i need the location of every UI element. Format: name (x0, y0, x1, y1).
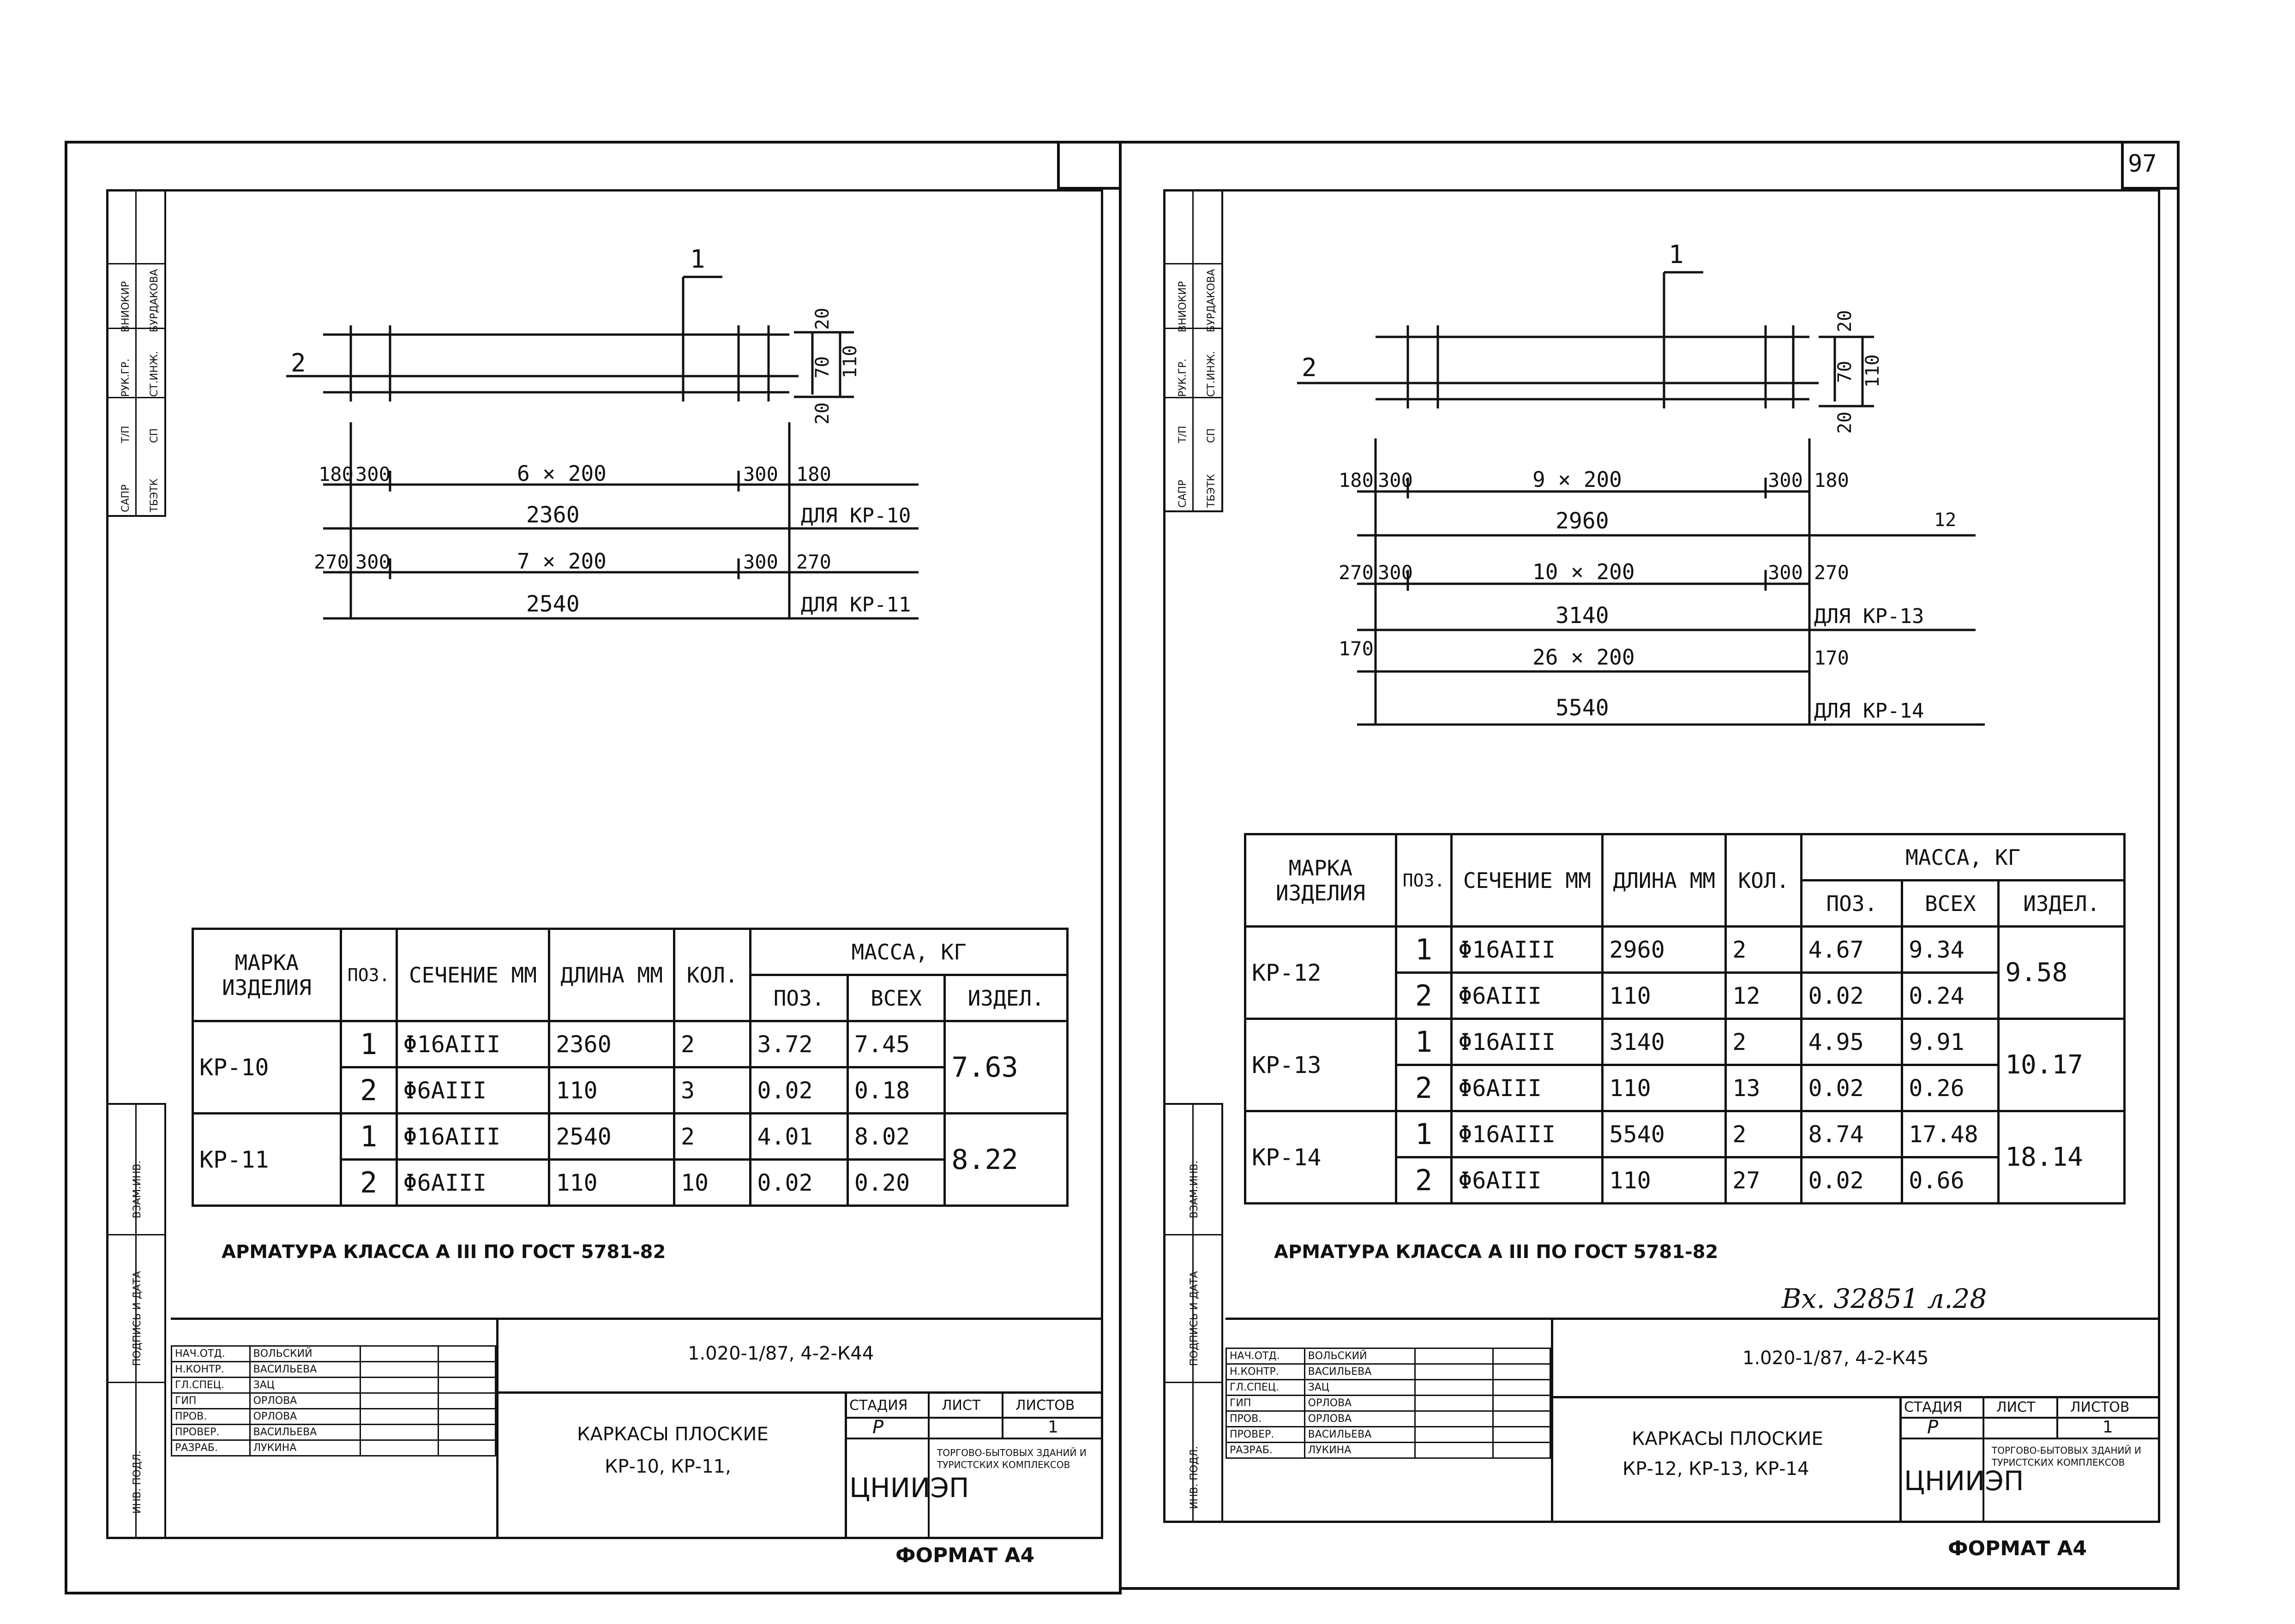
organization-subtitle: ТОРГОВО-БЫТОВЫХ ЗДАНИЙ И ТУРИСТСКИХ КОМПЛЕКСОВ (1992, 1445, 2141, 1468)
mass-pos: 0.02 (1802, 973, 1902, 1019)
person-name: ОРЛОВА (250, 1393, 360, 1409)
dim-first: 300 (355, 551, 391, 573)
role-label: РАЗРАБ. (1226, 1443, 1305, 1458)
item-mass: 10.17 (1999, 1019, 2125, 1111)
dim-last: 300 (1768, 469, 1803, 491)
person-name: ВОЛЬСКИЙ (250, 1346, 360, 1362)
header-mass-pos: ПОЗ. (751, 975, 847, 1021)
length: 2540 (549, 1114, 674, 1160)
length: 2960 (1603, 927, 1726, 973)
sheets-value: 1 (1048, 1418, 1058, 1437)
title-block-left (171, 1318, 1101, 1537)
item-mass: 9.58 (1999, 927, 2125, 1019)
signature-cell (360, 1425, 438, 1440)
mass-all: 8.02 (847, 1114, 944, 1160)
length: 3140 (1603, 1019, 1726, 1065)
document-code: 1.020-1/87, 4-2-К45 (1742, 1348, 1929, 1369)
signature-cell (1415, 1411, 1493, 1427)
pos-number: 2 (341, 1160, 397, 1206)
side-label: ИНВ. ПОДЛ. (1189, 1446, 1200, 1509)
dim-note: ДЛЯ КР-14 (1814, 699, 1924, 723)
qty: 13 (1726, 1065, 1802, 1111)
sheets-header: ЛИСТОВ (1015, 1397, 1075, 1414)
signature-cell (360, 1346, 438, 1362)
role-label: ПРОВ. (172, 1409, 250, 1425)
date-cell (438, 1425, 495, 1440)
signature-cell (1415, 1427, 1493, 1443)
date-cell (1493, 1427, 1550, 1443)
date-cell (1493, 1396, 1550, 1411)
dim-last: 300 (743, 463, 778, 485)
date-cell (1493, 1443, 1550, 1458)
date-cell (1493, 1348, 1550, 1364)
person-name: ВАСИЛЬЕВА (250, 1362, 360, 1378)
date-cell (1493, 1411, 1550, 1427)
people-table (171, 1345, 496, 1456)
mass-pos: 4.95 (1802, 1019, 1902, 1065)
organization: ЦНИИЭП (849, 1472, 969, 1504)
dim-first: 300 (355, 463, 391, 485)
side-label: СП (1206, 428, 1217, 443)
length: 110 (549, 1160, 674, 1206)
dim-total: 2960 (1556, 508, 1609, 534)
role-label: НАЧ.ОТД. (1226, 1348, 1305, 1364)
side-label: ВНИОКИР (1177, 281, 1189, 332)
date-cell (438, 1409, 495, 1425)
mass-all: 0.20 (847, 1160, 944, 1206)
item-mass: 18.14 (1999, 1111, 2125, 1204)
top-tab-divider (1057, 141, 1060, 189)
mass-all: 0.26 (1902, 1065, 1999, 1111)
dim-middle: 7 × 200 (517, 549, 607, 574)
sheets-value: 1 (2103, 1418, 2113, 1437)
qty: 12 (1726, 973, 1802, 1019)
dim-left: 180 (1339, 469, 1374, 491)
qty: 2 (674, 1114, 750, 1160)
dim-right: 180 (796, 463, 831, 485)
item-mass: 7.63 (945, 1021, 1068, 1114)
signature-cell (1415, 1396, 1493, 1411)
dim-vertical: 70 (812, 356, 833, 378)
mass-all: 17.48 (1902, 1111, 1999, 1157)
drawing-title: КАРКАСЫ ПЛОСКИЕ (577, 1424, 769, 1445)
dim-right: 170 (1814, 647, 1849, 669)
spec-table-left (192, 928, 1069, 1207)
qty: 3 (674, 1067, 750, 1114)
person-name: ВАСИЛЬЕВА (1304, 1364, 1415, 1380)
role-label: ПРОВЕР. (1226, 1427, 1305, 1443)
section: Φ16AIII (397, 1114, 549, 1160)
pos-number: 1 (341, 1021, 397, 1067)
role-label: Н.КОНТР. (1226, 1364, 1305, 1380)
side-label: ПОДПИСЬ И ДАТА (132, 1271, 143, 1366)
date-cell (1493, 1364, 1550, 1380)
role-label: ГЛ.СПЕЦ. (1226, 1380, 1305, 1396)
callout-1: 1 (690, 245, 705, 274)
reinforcement-note: АРМАТУРА КЛАССА А III ПО ГОСТ 5781-82 (1274, 1241, 1718, 1263)
role-label: ГИП (1226, 1396, 1305, 1411)
callout-2: 2 (1302, 353, 1317, 382)
signature-cell (360, 1378, 438, 1393)
format-label: ФОРМАТ А4 (895, 1544, 1035, 1567)
person-name: ЛУКИНА (250, 1440, 360, 1456)
date-cell (438, 1393, 495, 1409)
mass-all: 0.66 (1902, 1157, 1999, 1204)
side-label: ВЗАМ.ИНВ. (132, 1160, 143, 1218)
header-section: СЕЧЕНИЕ ММ (1452, 834, 1603, 927)
header-mass: МАССА, КГ (751, 929, 1068, 975)
date-cell (438, 1378, 495, 1393)
mass-pos: 4.67 (1802, 927, 1902, 973)
header-mass-pos: ПОЗ. (1802, 881, 1902, 927)
person-name: ВАСИЛЬЕВА (250, 1425, 360, 1440)
side-mark: 12 (1934, 509, 1957, 531)
dim-middle: 9 × 200 (1532, 467, 1622, 492)
dim-middle: 10 × 200 (1532, 559, 1635, 584)
dim-total: 2360 (526, 502, 580, 528)
organization: ЦНИИЭП (1904, 1465, 2024, 1497)
mass-pos: 0.02 (1802, 1065, 1902, 1111)
length: 5540 (1603, 1111, 1726, 1157)
header-pos: ПОЗ. (341, 929, 397, 1021)
section: Φ6AIII (1452, 973, 1603, 1019)
callout-1: 1 (1669, 240, 1684, 269)
side-label: САПР (1177, 479, 1189, 508)
drawing-subtitle: КР-12, КР-13, КР-14 (1622, 1458, 1809, 1480)
mass-all: 7.45 (847, 1021, 944, 1067)
header-mass-item: ИЗДЕЛ. (945, 975, 1068, 1021)
mass-pos: 0.02 (1802, 1157, 1902, 1204)
dim-vertical: 20 (812, 307, 833, 330)
signature-cell (360, 1409, 438, 1425)
document-code: 1.020-1/87, 4-2-К44 (688, 1343, 874, 1364)
mass-all: 0.24 (1902, 973, 1999, 1019)
side-label: СП (149, 428, 160, 443)
person-name: ЗАЦ (250, 1378, 360, 1393)
header-mass-all: ВСЕХ (847, 975, 944, 1021)
item-mark: КР-10 (193, 1021, 341, 1114)
stage-value: Р (872, 1417, 884, 1438)
header-mass-item: ИЗДЕЛ. (1999, 881, 2125, 927)
dim-left: 180 (318, 463, 354, 485)
stage-header: СТАДИЯ (1904, 1399, 1963, 1415)
frame-drawing-left (258, 240, 960, 637)
role-label: ПРОВЕР. (172, 1425, 250, 1440)
item-mass: 8.22 (945, 1114, 1068, 1206)
side-label: Т/П (1177, 425, 1189, 443)
item-mark: КР-13 (1245, 1019, 1396, 1111)
signature-cell (360, 1393, 438, 1409)
item-mark: КР-12 (1245, 927, 1396, 1019)
person-name: ВОЛЬСКИЙ (1304, 1348, 1415, 1364)
length: 2360 (549, 1021, 674, 1067)
pos-number: 2 (1396, 1065, 1452, 1111)
signature-cell (1415, 1364, 1493, 1380)
spec-table-right (1244, 833, 2126, 1205)
role-label: ПРОВ. (1226, 1411, 1305, 1427)
dim-middle: 26 × 200 (1532, 645, 1635, 670)
qty: 2 (1726, 1111, 1802, 1157)
dim-middle: 6 × 200 (517, 461, 607, 486)
dim-right: 270 (796, 551, 831, 573)
header-qty: КОЛ. (1726, 834, 1802, 927)
format-label: ФОРМАТ А4 (1948, 1537, 2087, 1560)
section: Φ6AIII (397, 1067, 549, 1114)
signature-cell (1415, 1380, 1493, 1396)
header-mark: МАРКА ИЗДЕЛИЯ (1245, 834, 1396, 927)
dim-total: 3140 (1556, 603, 1609, 629)
sheet-header: ЛИСТ (1996, 1399, 2036, 1415)
organization-subtitle: ТОРГОВО-БЫТОВЫХ ЗДАНИЙ И ТУРИСТСКИХ КОМПЛЕКСОВ (937, 1447, 1087, 1470)
section: Φ6AIII (397, 1160, 549, 1206)
pos-number: 1 (341, 1114, 397, 1160)
length: 110 (1603, 1065, 1726, 1111)
side-label: ПОДПИСЬ И ДАТА (1189, 1271, 1200, 1366)
mass-all: 9.34 (1902, 927, 1999, 973)
section: Φ16AIII (1452, 1111, 1603, 1157)
dim-first: 300 (1378, 469, 1413, 491)
role-label: ГИП (172, 1393, 250, 1409)
dim-left: 270 (314, 551, 349, 573)
side-label: САПР (120, 484, 132, 512)
role-label: РАЗРАБ. (172, 1440, 250, 1456)
section: Φ16AIII (1452, 927, 1603, 973)
qty: 27 (1726, 1157, 1802, 1204)
qty: 2 (674, 1021, 750, 1067)
role-label: Н.КОНТР. (172, 1362, 250, 1378)
length: 110 (549, 1067, 674, 1114)
pos-number: 1 (1396, 1019, 1452, 1065)
date-cell (438, 1440, 495, 1456)
dim-left: 170 (1339, 637, 1374, 660)
mass-all: 9.91 (1902, 1019, 1999, 1065)
side-label: ВЗАМ.ИНВ. (1189, 1160, 1200, 1218)
page-number: 97 (2128, 150, 2157, 178)
dim-first: 300 (1378, 561, 1413, 584)
side-label: СТ.ИНЖ. (1206, 351, 1217, 397)
side-label: РУК.ГР. (1177, 359, 1189, 397)
dim-right: 180 (1814, 469, 1849, 491)
page-number-box-left (2121, 141, 2124, 189)
length: 110 (1603, 973, 1726, 1019)
role-label: ГЛ.СПЕЦ. (172, 1378, 250, 1393)
date-cell (1493, 1380, 1550, 1396)
handwritten-entry: Вх. 32851 л.28 (1782, 1283, 1987, 1314)
pos-number: 1 (1396, 927, 1452, 973)
qty: 2 (1726, 1019, 1802, 1065)
date-cell (438, 1346, 495, 1362)
section: Φ6AIII (1452, 1157, 1603, 1204)
pos-number: 2 (1396, 1157, 1452, 1204)
mass-all: 0.18 (847, 1067, 944, 1114)
qty: 2 (1726, 927, 1802, 973)
item-mark: КР-11 (193, 1114, 341, 1206)
qty: 10 (674, 1160, 750, 1206)
role-label: НАЧ.ОТД. (172, 1346, 250, 1362)
section: Φ16AIII (1452, 1019, 1603, 1065)
side-label: СТ.ИНЖ. (149, 351, 160, 397)
mass-pos: 4.01 (751, 1114, 847, 1160)
reinforcement-note: АРМАТУРА КЛАССА А III ПО ГОСТ 5781-82 (222, 1241, 666, 1263)
dim-vertical: 70 (1834, 360, 1856, 383)
mass-pos: 3.72 (751, 1021, 847, 1067)
side-label: ИНВ. ПОДЛ. (132, 1450, 143, 1514)
header-qty: КОЛ. (674, 929, 750, 1021)
dim-right: 270 (1814, 561, 1849, 584)
header-length: ДЛИНА ММ (1603, 834, 1726, 927)
item-mark: КР-14 (1245, 1111, 1396, 1204)
signature-cell (360, 1362, 438, 1378)
header-mass: МАССА, КГ (1802, 834, 2125, 881)
callout-2: 2 (291, 348, 306, 378)
dim-total: 2540 (526, 591, 580, 617)
mass-pos: 8.74 (1802, 1111, 1902, 1157)
signature-cell (360, 1440, 438, 1456)
header-mark: МАРКА ИЗДЕЛИЯ (193, 929, 341, 1021)
drawing-title: КАРКАСЫ ПЛОСКИЕ (1632, 1428, 1823, 1450)
side-label: БУРДАКОВА (1206, 269, 1217, 332)
date-cell (438, 1362, 495, 1378)
header-pos: ПОЗ. (1396, 834, 1452, 927)
dim-vertical: 20 (1834, 411, 1856, 434)
side-label: БУРДАКОВА (149, 269, 160, 332)
dim-last: 300 (1768, 561, 1803, 584)
side-label: РУК.ГР. (120, 359, 132, 397)
dim-vertical: 110 (1862, 354, 1883, 388)
people-table (1226, 1348, 1551, 1459)
person-name: ЛУКИНА (1304, 1443, 1415, 1458)
pos-number: 1 (1396, 1111, 1452, 1157)
dim-vertical: 20 (1834, 310, 1856, 332)
pos-number: 2 (341, 1067, 397, 1114)
dim-left: 270 (1339, 561, 1374, 584)
header-section: СЕЧЕНИЕ ММ (397, 929, 549, 1021)
person-name: ЗАЦ (1304, 1380, 1415, 1396)
dim-total: 5540 (1556, 695, 1609, 721)
title-block-right (1226, 1318, 2158, 1523)
mass-pos: 0.02 (751, 1067, 847, 1114)
person-name: ОРЛОВА (1304, 1396, 1415, 1411)
sheet-header: ЛИСТ (942, 1397, 981, 1414)
stage-value: Р (1927, 1417, 1939, 1438)
person-name: ВАСИЛЬЕВА (1304, 1427, 1415, 1443)
dim-note: ДЛЯ КР-11 (801, 593, 911, 617)
header-length: ДЛИНА ММ (549, 929, 674, 1021)
side-label: ВНИОКИР (120, 281, 132, 332)
signature-cell (1415, 1348, 1493, 1364)
stage-header: СТАДИЯ (849, 1397, 908, 1414)
person-name: ОРЛОВА (1304, 1411, 1415, 1427)
signature-cell (1415, 1443, 1493, 1458)
frame-drawing-right (1283, 240, 2003, 738)
dim-note: ДЛЯ КР-13 (1814, 605, 1924, 628)
side-label: ТБЭТК (149, 479, 160, 512)
side-label: ТБЭТК (1206, 474, 1217, 508)
pos-number: 2 (1396, 973, 1452, 1019)
drawing-subtitle: КР-10, КР-11, (605, 1456, 731, 1477)
section: Φ16AIII (397, 1021, 549, 1067)
dim-last: 300 (743, 551, 778, 573)
dim-vertical: 20 (812, 402, 833, 425)
dim-note: ДЛЯ КР-10 (801, 504, 911, 527)
side-label: Т/П (120, 425, 132, 443)
section: Φ6AIII (1452, 1065, 1603, 1111)
length: 110 (1603, 1157, 1726, 1204)
header-mass-all: ВСЕХ (1902, 881, 1999, 927)
person-name: ОРЛОВА (250, 1409, 360, 1425)
mass-pos: 0.02 (751, 1160, 847, 1206)
sheets-header: ЛИСТОВ (2070, 1399, 2130, 1415)
dim-vertical: 110 (840, 345, 861, 378)
